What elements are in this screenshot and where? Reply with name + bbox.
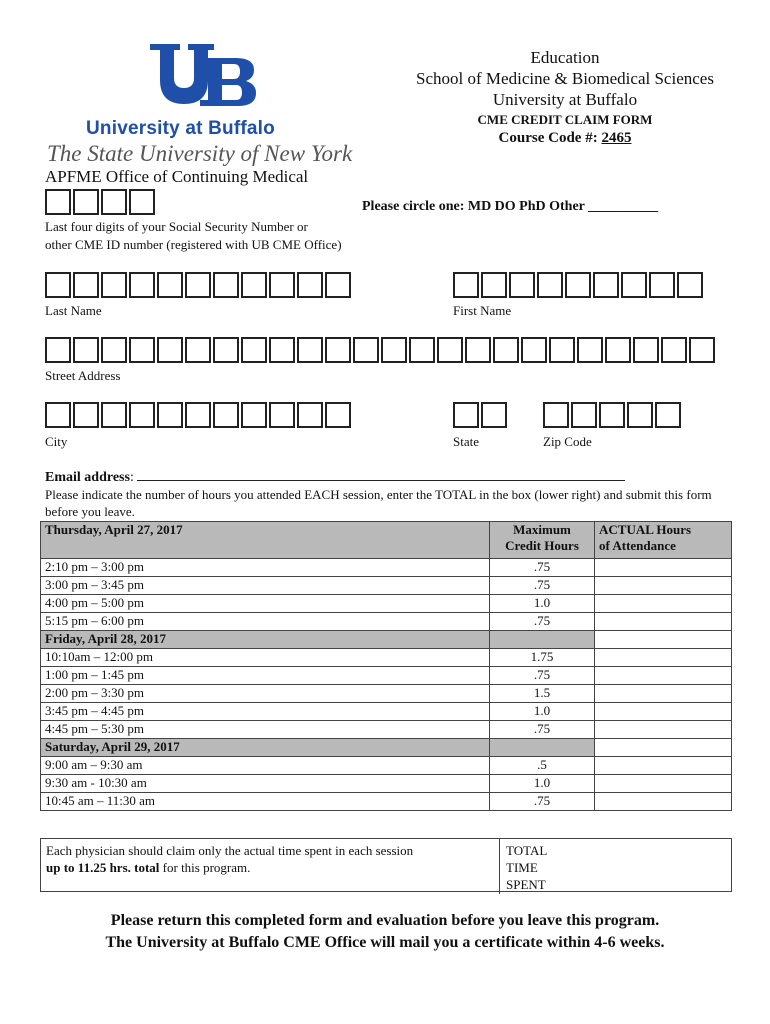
street-box[interactable] <box>549 337 575 363</box>
city-label: City <box>45 434 68 449</box>
time-label: TIME <box>506 860 538 875</box>
state-label: State <box>453 434 479 449</box>
total-note-bold: up to 11.25 hrs. total <box>46 860 160 875</box>
last-name-box[interactable] <box>101 272 127 298</box>
state-box[interactable] <box>481 402 507 428</box>
first-name-box[interactable] <box>621 272 647 298</box>
last-name-label: Last Name <box>45 303 102 318</box>
session-actual-hours-input[interactable] <box>595 667 732 685</box>
session-row <box>41 685 732 703</box>
zip-box[interactable] <box>571 402 597 428</box>
footer-line2: The University at Buffalo CME Office will mail you a certificate within 4-6 weeks. <box>105 934 665 951</box>
session-actual-hours-input[interactable] <box>595 721 732 739</box>
city-box[interactable] <box>45 402 71 428</box>
day-header-credit-cell <box>490 739 595 757</box>
street-box[interactable] <box>521 337 547 363</box>
session-time: 4:00 pm – 5:00 pm <box>41 595 490 613</box>
email-line-field[interactable] <box>137 469 625 481</box>
zip-box[interactable] <box>599 402 625 428</box>
street-box[interactable] <box>437 337 463 363</box>
street-box[interactable] <box>157 337 183 363</box>
session-time: 2:00 pm – 3:30 pm <box>41 685 490 703</box>
instructions: Please indicate the number of hours you attended EACH session, enter the TOTAL in the box (lower right) and submit this form before you leave. <box>45 487 712 519</box>
header-line-education: Education <box>530 48 600 67</box>
city-box[interactable] <box>325 402 351 428</box>
session-actual-hours-input[interactable] <box>595 793 732 811</box>
first-name-box[interactable] <box>593 272 619 298</box>
session-max-credit: 1.0 <box>490 595 595 613</box>
day-label: Friday, April 28, 2017 <box>41 631 490 649</box>
session-time: 3:00 pm – 3:45 pm <box>41 577 490 595</box>
zip-boxes[interactable] <box>543 402 683 428</box>
ssn-digit-box[interactable] <box>129 189 155 215</box>
last-name-box[interactable] <box>297 272 323 298</box>
session-max-credit: 1.75 <box>490 649 595 667</box>
session-actual-hours-input[interactable] <box>595 685 732 703</box>
session-actual-hours-input[interactable] <box>595 649 732 667</box>
course-code-value: 2465 <box>601 130 632 146</box>
street-box[interactable] <box>297 337 323 363</box>
header-line-university: University at Buffalo <box>492 90 638 109</box>
spent-label: SPENT <box>506 877 546 892</box>
city-box[interactable] <box>157 402 183 428</box>
email-row[interactable] <box>45 469 625 486</box>
ssn-digit-box[interactable] <box>45 189 71 215</box>
first-name-label: First Name <box>453 303 512 318</box>
first-name-boxes[interactable] <box>453 272 705 298</box>
total-time-box <box>40 838 732 892</box>
last-name-box[interactable] <box>73 272 99 298</box>
email-label: Email address <box>45 470 130 485</box>
email-colon: : <box>129 470 134 485</box>
session-row <box>41 667 732 685</box>
degree-circle-prompt[interactable]: Please circle one: MD DO PhD Other __________ <box>362 199 659 214</box>
last-name-box[interactable] <box>45 272 71 298</box>
logo-suny-subtitle: The State University of New York <box>47 141 353 166</box>
session-row <box>41 757 732 775</box>
session-time: 10:10am – 12:00 pm <box>41 649 490 667</box>
session-actual-hours-input[interactable] <box>595 577 732 595</box>
first-name-box[interactable] <box>677 272 703 298</box>
session-time: 3:45 pm – 4:45 pm <box>41 703 490 721</box>
street-box[interactable] <box>101 337 127 363</box>
session-time: 5:15 pm – 6:00 pm <box>41 613 490 631</box>
zip-box[interactable] <box>543 402 569 428</box>
last-name-box[interactable] <box>241 272 267 298</box>
actual-hours-header <box>595 522 732 559</box>
session-actual-hours-input[interactable] <box>595 757 732 775</box>
session-max-credit: .75 <box>490 577 595 595</box>
session-row <box>41 649 732 667</box>
session-table <box>40 521 732 811</box>
footer-line1: Please return this completed form and evaluation before you leave this program. <box>110 912 660 929</box>
first-name-box[interactable] <box>649 272 675 298</box>
first-name-box[interactable] <box>453 272 479 298</box>
apfme-office: APFME Office of Continuing Medical <box>45 167 309 186</box>
day-header-row <box>41 739 732 757</box>
street-box[interactable] <box>185 337 211 363</box>
street-address-boxes[interactable] <box>45 337 717 363</box>
total-label: TOTAL <box>506 843 548 858</box>
day-label: Thursday, April 27, 2017 <box>41 522 490 559</box>
session-actual-hours-input[interactable] <box>595 595 732 613</box>
session-max-credit: .75 <box>490 613 595 631</box>
street-box[interactable] <box>241 337 267 363</box>
session-actual-hours-input[interactable] <box>595 613 732 631</box>
ub-logo-mark <box>148 44 258 106</box>
total-time-spent-field[interactable] <box>499 839 547 894</box>
day-header-row <box>41 631 732 649</box>
day-header-credit-cell <box>490 631 595 649</box>
form-title: CME CREDIT CLAIM FORM <box>477 112 653 127</box>
course-code-label: Course Code #: <box>498 130 598 146</box>
last-name-box[interactable] <box>129 272 155 298</box>
session-actual-hours-input[interactable] <box>595 775 732 793</box>
session-row <box>41 595 732 613</box>
day-header-row <box>41 522 732 559</box>
actual-hours-header-2: of Attendance <box>599 538 676 553</box>
street-box[interactable] <box>325 337 351 363</box>
first-name-box[interactable] <box>481 272 507 298</box>
session-max-credit: .5 <box>490 757 595 775</box>
zip-box[interactable] <box>655 402 681 428</box>
city-box[interactable] <box>73 402 99 428</box>
session-time: 9:00 am – 9:30 am <box>41 757 490 775</box>
street-box[interactable] <box>129 337 155 363</box>
session-max-credit: .75 <box>490 793 595 811</box>
session-row <box>41 721 732 739</box>
total-note <box>46 842 486 876</box>
total-note-rest: for this program. <box>159 860 251 875</box>
footer-notice <box>0 910 770 954</box>
session-max-credit: 1.5 <box>490 685 595 703</box>
ssn-digit-box[interactable] <box>101 189 127 215</box>
session-time: 2:10 pm – 3:00 pm <box>41 559 490 577</box>
total-note-line1: Each physician should claim only the actual time spent in each session <box>46 843 414 858</box>
session-max-credit: 1.0 <box>490 775 595 793</box>
street-box[interactable] <box>269 337 295 363</box>
header-line-school: School of Medicine & Biomedical Sciences <box>416 69 714 88</box>
day-label: Saturday, April 29, 2017 <box>41 739 490 757</box>
max-credit-header-2: Credit Hours <box>505 538 579 553</box>
city-box[interactable] <box>297 402 323 428</box>
max-credit-header-1: Maximum <box>513 522 571 537</box>
street-box[interactable] <box>605 337 631 363</box>
session-row <box>41 703 732 721</box>
session-row <box>41 613 732 631</box>
street-box[interactable] <box>577 337 603 363</box>
ssn-label <box>45 218 342 254</box>
city-boxes[interactable] <box>45 402 353 428</box>
street-box[interactable] <box>73 337 99 363</box>
ssn-label-line2: other CME ID number (registered with UB CME Office) <box>45 237 342 252</box>
session-max-credit: .75 <box>490 721 595 739</box>
city-box[interactable] <box>101 402 127 428</box>
session-time: 4:45 pm – 5:30 pm <box>41 721 490 739</box>
header-block <box>400 47 730 147</box>
session-actual-hours-input[interactable] <box>595 559 732 577</box>
zip-label: Zip Code <box>543 434 592 449</box>
street-box[interactable] <box>45 337 71 363</box>
last-name-box[interactable] <box>157 272 183 298</box>
session-max-credit: .75 <box>490 667 595 685</box>
last-name-box[interactable] <box>269 272 295 298</box>
street-box[interactable] <box>465 337 491 363</box>
street-box[interactable] <box>689 337 715 363</box>
street-box[interactable] <box>213 337 239 363</box>
logo-university-name: University at Buffalo <box>86 118 275 139</box>
zip-box[interactable] <box>627 402 653 428</box>
session-max-credit: 1.0 <box>490 703 595 721</box>
first-name-box[interactable] <box>537 272 563 298</box>
session-time: 1:00 pm – 1:45 pm <box>41 667 490 685</box>
session-row <box>41 775 732 793</box>
max-credit-header <box>490 522 595 559</box>
state-boxes[interactable] <box>453 402 509 428</box>
street-address-label: Street Address <box>45 368 121 383</box>
last-name-box[interactable] <box>325 272 351 298</box>
session-time: 9:30 am - 10:30 am <box>41 775 490 793</box>
state-box[interactable] <box>453 402 479 428</box>
session-max-credit: .75 <box>490 559 595 577</box>
ssn-label-line1: Last four digits of your Social Security Number or <box>45 219 308 234</box>
city-box[interactable] <box>269 402 295 428</box>
session-actual-hours-input[interactable] <box>595 703 732 721</box>
street-box[interactable] <box>353 337 379 363</box>
last-name-box[interactable] <box>213 272 239 298</box>
ssn-input-boxes[interactable] <box>45 189 157 215</box>
street-box[interactable] <box>381 337 407 363</box>
city-box[interactable] <box>185 402 211 428</box>
city-box[interactable] <box>129 402 155 428</box>
last-name-boxes[interactable] <box>45 272 353 298</box>
first-name-box[interactable] <box>565 272 591 298</box>
session-row <box>41 793 732 811</box>
street-box[interactable] <box>493 337 519 363</box>
actual-hours-header-1: ACTUAL Hours <box>599 522 692 537</box>
day-header-actual-cell <box>595 739 732 757</box>
street-box[interactable] <box>409 337 435 363</box>
last-name-box[interactable] <box>185 272 211 298</box>
first-name-box[interactable] <box>509 272 535 298</box>
session-time: 10:45 am – 11:30 am <box>41 793 490 811</box>
street-box[interactable] <box>661 337 687 363</box>
session-row <box>41 577 732 595</box>
street-box[interactable] <box>633 337 659 363</box>
course-code-row <box>400 130 730 147</box>
city-box[interactable] <box>213 402 239 428</box>
city-box[interactable] <box>241 402 267 428</box>
ssn-digit-box[interactable] <box>73 189 99 215</box>
session-row <box>41 559 732 577</box>
day-header-actual-cell <box>595 631 732 649</box>
